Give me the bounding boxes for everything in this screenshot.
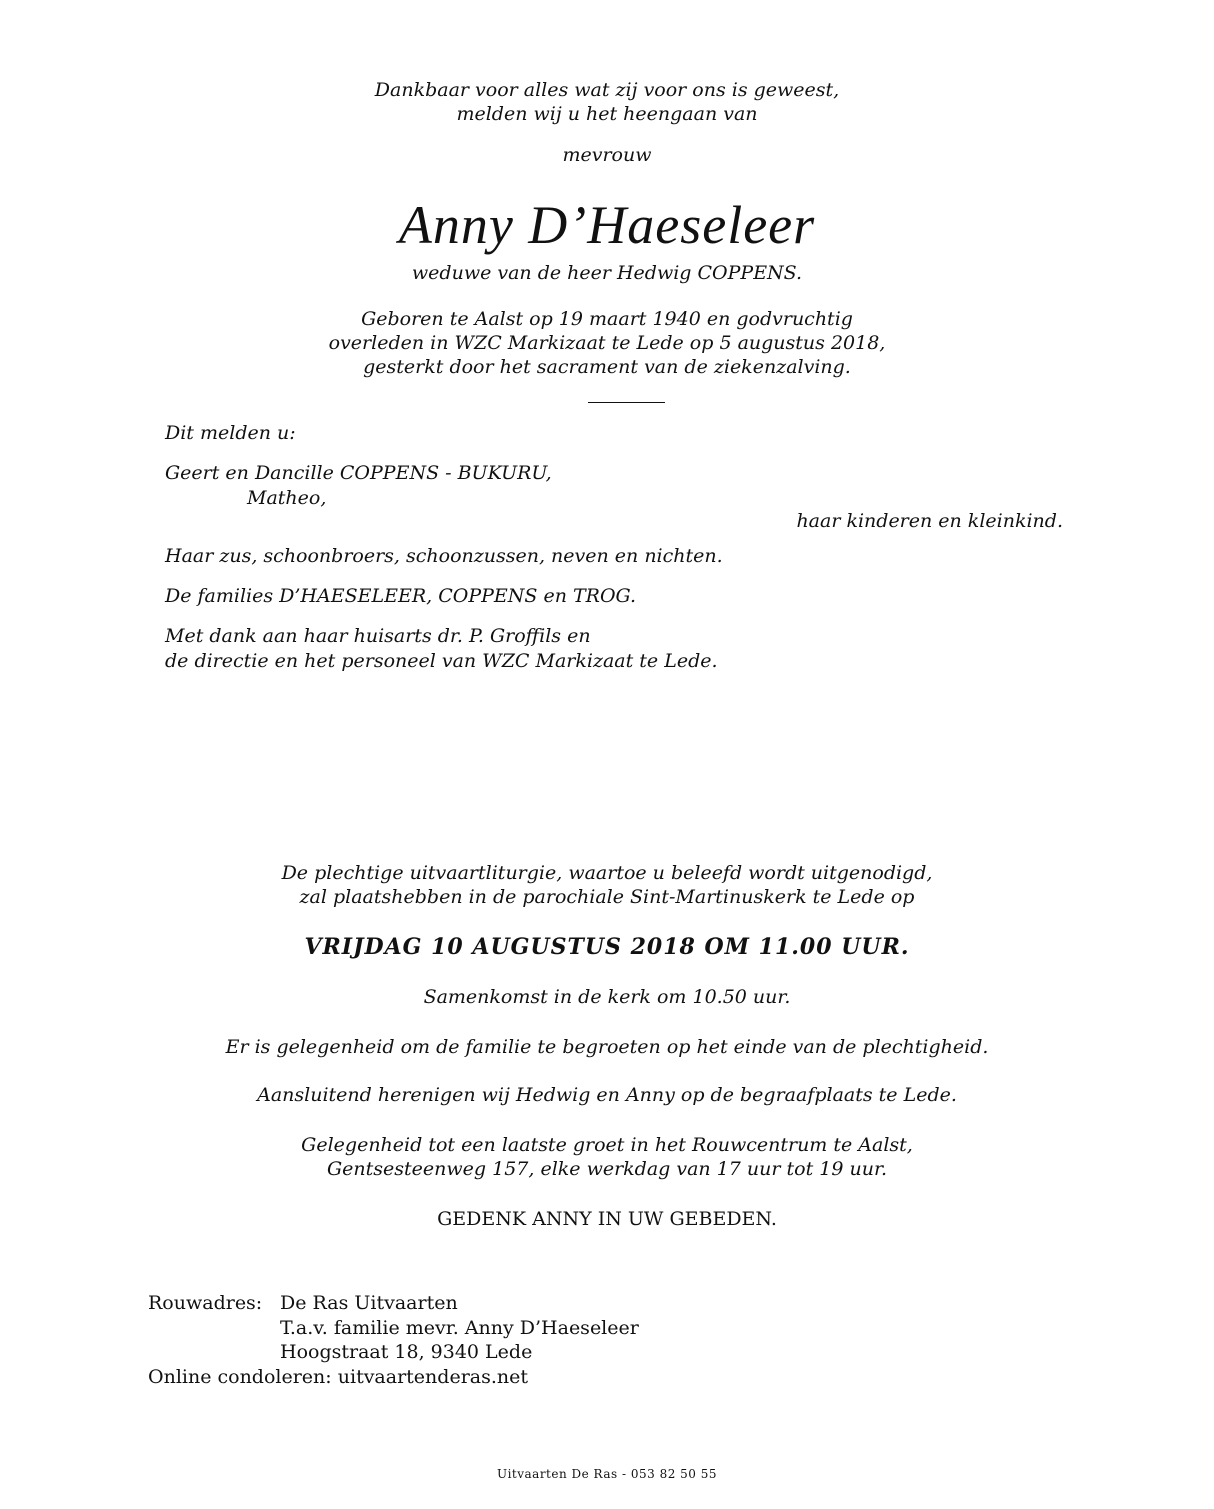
viewing-line-2: Gentsesteenweg 157, elke werkdag van 17 uur tot 19 uur. (327, 1158, 887, 1180)
children-line-1: Geert en Dancille COPPENS - BUKURU, (165, 462, 552, 484)
viewing-line-1: Gelegenheid tot een laatste groet in het Rouwcentrum te Aalst, (301, 1134, 913, 1156)
children-line-2: Matheo, (247, 487, 327, 509)
title-prefix: mevrouw (562, 144, 652, 166)
burial-line: Aansluitend herenigen wij Hedwig en Anny op de begraafplaats te Lede. (257, 1084, 957, 1106)
announcers-heading: Dit melden u: (165, 422, 296, 444)
thanks-line-1: Met dank aan haar huisarts dr. P. Groffils en (165, 625, 591, 647)
greeting-line: Er is gelegenheid om de familie te begroeten op het einde van de plechtigheid. (225, 1036, 989, 1058)
online-label: Online condoleren: (148, 1366, 332, 1388)
gathering-line: Samenkomst in de kerk om 10.50 uur. (423, 986, 791, 1008)
deceased-name: Anny D’Haeseleer (398, 195, 816, 255)
address-line-3: Hoogstraat 18, 9340 Lede (280, 1341, 533, 1363)
widow-line: weduwe van de heer Hedwig COPPENS. (411, 262, 803, 284)
birth-line-2: overleden in WZC Markizaat te Lede op 5 augustus 2018, (328, 332, 886, 354)
footer-text: Uitvaarten De Ras - 053 82 50 55 (496, 1467, 718, 1481)
online-condolences (148, 1365, 528, 1389)
birth-line-1: Geboren te Aalst op 19 maart 1940 en godvruchtig (361, 308, 853, 330)
thanks-line-2: de directie en het personeel van WZC Markizaat te Lede. (165, 650, 718, 672)
birth-line-3: gesterkt door het sacrament van de ziekenzalving. (363, 356, 851, 378)
address-line-1: De Ras Uitvaarten (280, 1292, 458, 1314)
families-line: De families D’HAESELEER, COPPENS en TROG. (165, 585, 637, 607)
siblings-line: Haar zus, schoonbroers, schoonzussen, neven en nichten. (165, 545, 723, 567)
liturgy-line-1: De plechtige uitvaartliturgie, waartoe u beleefd wordt uitgenodigd, (281, 862, 933, 884)
liturgy-line-2: zal plaatshebben in de parochiale Sint-Martinuskerk te Lede op (299, 886, 915, 908)
intro-line-1: Dankbaar voor alles wat zij voor ons is geweest, (374, 79, 840, 101)
service-date: VRIJDAG 10 AUGUSTUS 2018 OM 11.00 UUR. (304, 934, 910, 960)
remember-line: GEDENK ANNY IN UW GEBEDEN. (437, 1208, 777, 1230)
address-label: Rouwadres: (148, 1292, 263, 1314)
online-url[interactable]: uitvaartenderas.net (337, 1366, 529, 1388)
intro-line-2: melden wij u het heengaan van (456, 103, 758, 125)
address-line-2: T.a.v. familie mevr. Anny D’Haeseleer (280, 1317, 639, 1339)
children-relation: haar kinderen en kleinkind. (796, 510, 1063, 532)
divider-rule (588, 402, 665, 403)
